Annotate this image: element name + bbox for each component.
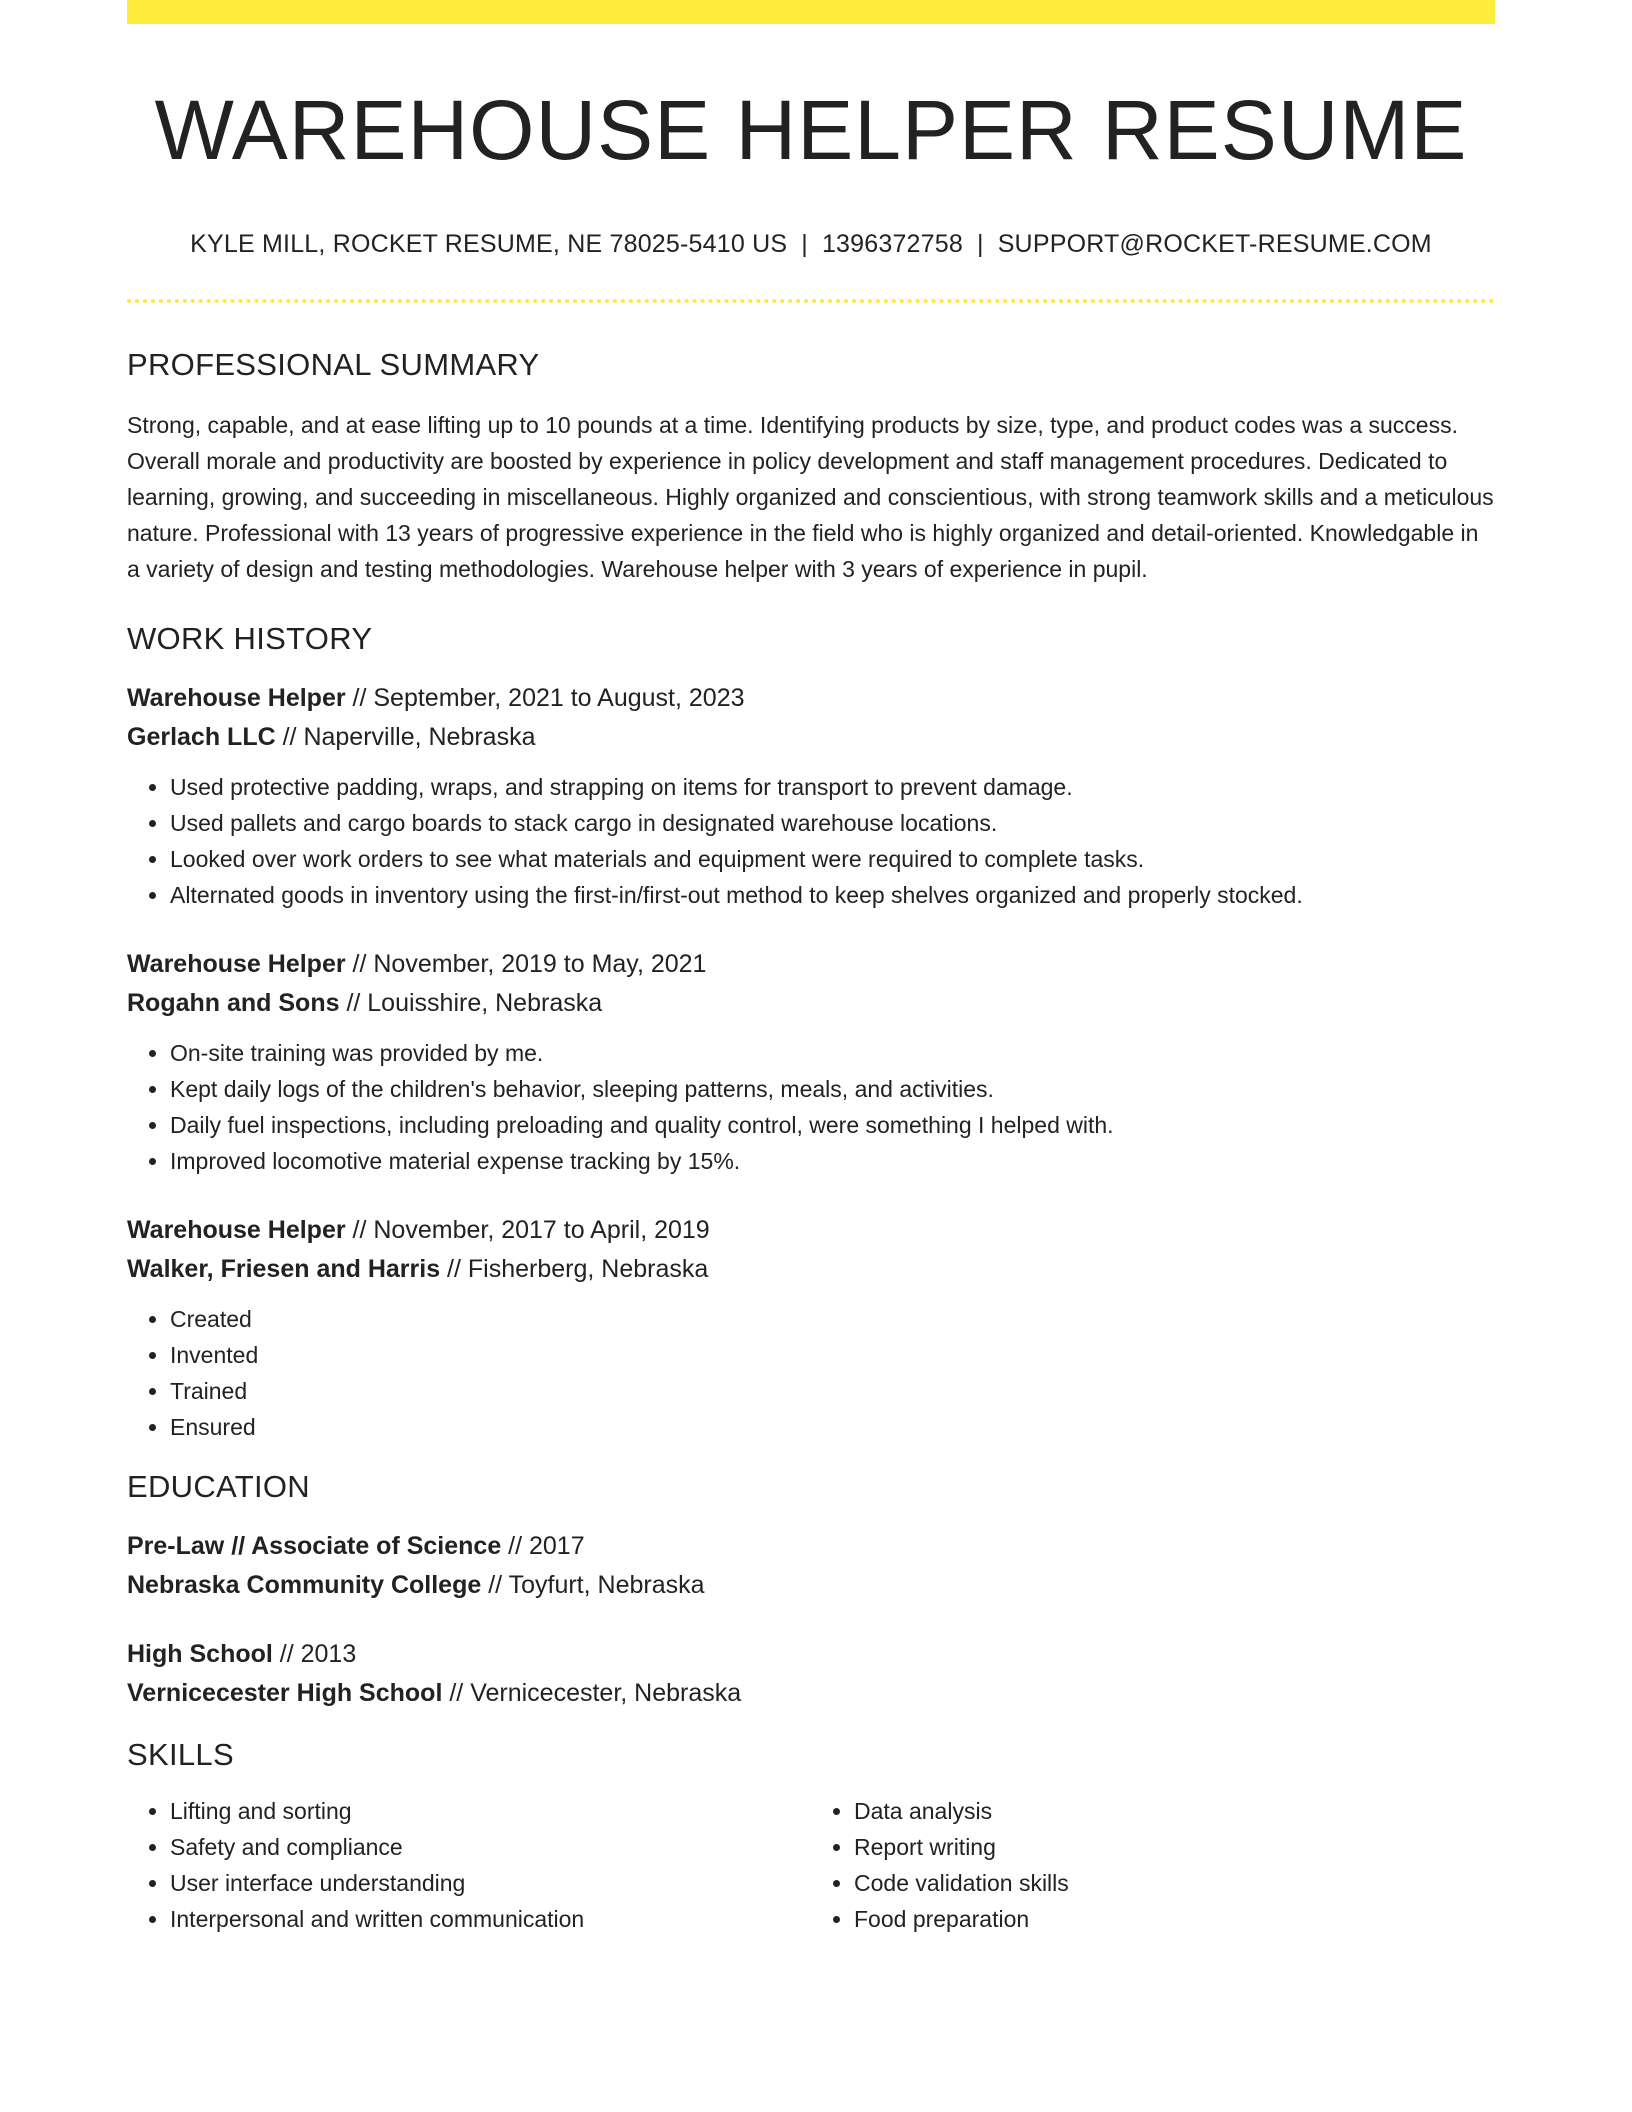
education-location: // Vernicecester, Nebraska	[442, 1679, 742, 1708]
skills-heading: SKILLS	[127, 1737, 234, 1773]
contact-separator: |	[976, 230, 984, 259]
skill-item: • Safety and compliance	[170, 1829, 811, 1865]
work-history-heading: WORK HISTORY	[127, 621, 373, 657]
summary-text: Strong, capable, and at ease lifting up to 10 pounds at a time. Identifying products by size, type, and product codes was a success. Overall morale and productivity are boosted by experience in policy development and staff management procedures. Dedicated to learning, growing, and succeeding in miscellaneous. Highly organized and conscientious, with strong teamwork skills and a meticulous nature. Professional with 13 years of progressive experience in the field who is highly organized and detail-oriented. Knowledgable in a variety of design and testing methodologies. Warehouse helper with 3 years of experience in pupil.	[127, 412, 1494, 583]
contact-line	[127, 230, 1495, 259]
job-company: Walker, Friesen and Harris	[127, 1255, 441, 1284]
education-year: // 2017	[501, 1532, 585, 1561]
list-item: • On-site training was provided by me.	[170, 1035, 1495, 1071]
job-entry	[127, 945, 1495, 1179]
skills-columns	[127, 1793, 1495, 1937]
education-school: Vernicecester High School	[127, 1679, 443, 1708]
job-bullets	[127, 1301, 1495, 1445]
list-item: • Alternated goods in inventory using the first-in/first-out method to keep shelves organized and properly stocked.	[170, 877, 1495, 913]
education-school: Nebraska Community College	[127, 1571, 482, 1600]
list-item: • Kept daily logs of the children's behavior, sleeping patterns, meals, and activities.	[170, 1071, 1495, 1107]
resume-title: WAREHOUSE HELPER RESUME	[154, 83, 1468, 177]
dotted-divider	[127, 299, 1495, 303]
contact-address: KYLE MILL, ROCKET RESUME, NE 78025-5410 US	[190, 230, 788, 259]
education-location: // Toyfurt, Nebraska	[481, 1571, 705, 1600]
list-item: • Invented	[170, 1337, 1495, 1373]
job-company: Gerlach LLC	[127, 723, 276, 752]
resume-page	[127, 0, 1495, 1937]
job-company: Rogahn and Sons	[127, 989, 340, 1018]
skills-list-left	[127, 1793, 811, 1937]
education-degree-line	[127, 1635, 1495, 1674]
skill-item: • Data analysis	[854, 1793, 1495, 1829]
job-bullets	[127, 769, 1495, 913]
list-item: • Used protective padding, wraps, and strapping on items for transport to prevent damage.	[170, 769, 1495, 805]
job-entry	[127, 679, 1495, 913]
education-degree-line	[127, 1527, 1495, 1566]
list-item: • Trained	[170, 1373, 1495, 1409]
job-dates: // November, 2019 to May, 2021	[345, 950, 707, 979]
education-degree: Pre-Law // Associate of Science	[127, 1532, 502, 1561]
contact-phone: 1396372758	[821, 230, 963, 259]
job-company-line	[127, 984, 1495, 1023]
skill-item: • Report writing	[854, 1829, 1495, 1865]
skill-item: • Code validation skills	[854, 1865, 1495, 1901]
job-location: // Louisshire, Nebraska	[339, 989, 603, 1018]
job-dates: // September, 2021 to August, 2023	[345, 684, 745, 713]
top-accent-bar	[127, 0, 1495, 24]
summary-heading: PROFESSIONAL SUMMARY	[127, 347, 540, 383]
education-entry	[127, 1527, 1495, 1605]
education-entry	[127, 1635, 1495, 1713]
skill-item: • User interface understanding	[170, 1865, 811, 1901]
list-item: • Ensured	[170, 1409, 1495, 1445]
skills-list-right	[811, 1793, 1495, 1937]
job-location: // Fisherberg, Nebraska	[440, 1255, 709, 1284]
job-title-line	[127, 945, 1495, 984]
skill-item: • Food preparation	[854, 1901, 1495, 1937]
education-year: // 2013	[272, 1640, 357, 1669]
education-degree: High School	[127, 1640, 273, 1669]
job-title-line	[127, 1211, 1495, 1250]
list-item: • Daily fuel inspections, including preloading and quality control, were something I helped with.	[170, 1107, 1495, 1143]
education-school-line	[127, 1674, 1495, 1713]
job-title: Warehouse Helper	[127, 950, 346, 979]
job-entry	[127, 1211, 1495, 1445]
job-title-line	[127, 679, 1495, 718]
job-dates: // November, 2017 to April, 2019	[345, 1216, 710, 1245]
contact-email: SUPPORT@ROCKET-RESUME.COM	[997, 230, 1432, 259]
job-company-line	[127, 718, 1495, 757]
job-bullets	[127, 1035, 1495, 1179]
job-title: Warehouse Helper	[127, 684, 346, 713]
list-item: • Created	[170, 1301, 1495, 1337]
skill-item: • Lifting and sorting	[170, 1793, 811, 1829]
list-item: • Used pallets and cargo boards to stack cargo in designated warehouse locations.	[170, 805, 1495, 841]
skill-item: • Interpersonal and written communication	[170, 1901, 811, 1937]
list-item: • Looked over work orders to see what materials and equipment were required to complete tasks.	[170, 841, 1495, 877]
job-company-line	[127, 1250, 1495, 1289]
contact-separator: |	[801, 230, 808, 259]
education-school-line	[127, 1566, 1495, 1605]
job-location: // Naperville, Nebraska	[275, 723, 536, 752]
education-heading: EDUCATION	[127, 1469, 310, 1505]
job-title: Warehouse Helper	[127, 1216, 346, 1245]
list-item: • Improved locomotive material expense tracking by 15%.	[170, 1143, 1495, 1179]
